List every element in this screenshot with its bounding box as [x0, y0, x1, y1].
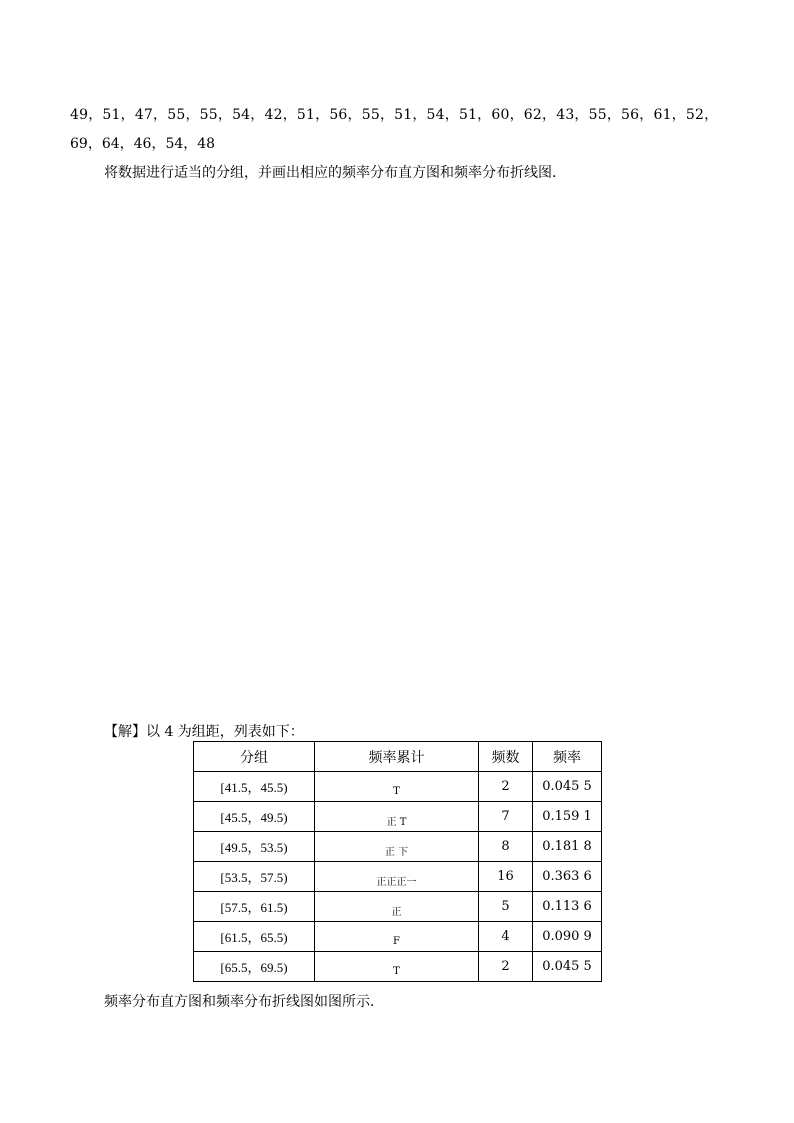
table-header-row: [194, 742, 602, 772]
tally-mark: 正正正一: [376, 876, 417, 888]
problem-instruction: 将数据进行适当的分组，并画出相应的频率分布直方图和频率分布折线图．: [104, 165, 566, 181]
group-cell: [53.5，57.5): [194, 862, 315, 892]
count-cell: 8: [479, 832, 533, 862]
tally-cell: [315, 952, 479, 982]
solution-intro: 【解】以 4 为组距，列表如下：: [104, 724, 304, 740]
tally-mark: T: [393, 966, 400, 977]
data-values-line-1: 49，51，47，55，55，54，42，51，56，55，51，54，51，60，62，43，55，56，61，52，: [70, 107, 719, 123]
header-group: 分组: [194, 742, 315, 772]
count-cell: 7: [479, 802, 533, 832]
table-row: [194, 772, 602, 802]
group-cell: [41.5，45.5): [194, 772, 315, 802]
tally-mark: 正: [391, 906, 402, 918]
header-tally: 频率累计: [315, 742, 479, 772]
tally-cell: [315, 772, 479, 802]
tally-cell: [315, 832, 479, 862]
table-row: [194, 802, 602, 832]
group-cell: [65.5，69.5): [194, 952, 315, 982]
table-row: [194, 832, 602, 862]
solution-conclusion: 频率分布直方图和频率分布折线图如图所示．: [104, 994, 384, 1010]
tally-mark: 正 下: [384, 846, 409, 858]
header-count: 频数: [479, 742, 533, 772]
group-cell: [57.5，61.5): [194, 892, 315, 922]
frequency-table: [193, 741, 602, 982]
count-cell: 16: [479, 862, 533, 892]
table-row: [194, 892, 602, 922]
tally-mark: T: [393, 786, 400, 797]
count-cell: 5: [479, 892, 533, 922]
rate-cell: 0.181 8: [533, 832, 602, 862]
rate-cell: 0.045 5: [533, 952, 602, 982]
count-cell: 2: [479, 772, 533, 802]
group-cell: [49.5，53.5): [194, 832, 315, 862]
table-row: [194, 922, 602, 952]
count-cell: 2: [479, 952, 533, 982]
rate-cell: 0.113 6: [533, 892, 602, 922]
tally-mark: F: [393, 936, 400, 947]
tally-cell: [315, 922, 479, 952]
table-row: [194, 952, 602, 982]
tally-cell: [315, 862, 479, 892]
tally-cell: [315, 892, 479, 922]
data-values-line-2: 69，64，46，54，48: [70, 136, 216, 152]
rate-cell: 0.363 6: [533, 862, 602, 892]
rate-cell: 0.159 1: [533, 802, 602, 832]
tally-cell: [315, 802, 479, 832]
tally-mark: 正 T: [386, 816, 407, 828]
header-rate: 频率: [533, 742, 602, 772]
group-cell: [61.5，65.5): [194, 922, 315, 952]
table-row: [194, 862, 602, 892]
group-cell: [45.5，49.5): [194, 802, 315, 832]
rate-cell: 0.090 9: [533, 922, 602, 952]
rate-cell: 0.045 5: [533, 772, 602, 802]
count-cell: 4: [479, 922, 533, 952]
